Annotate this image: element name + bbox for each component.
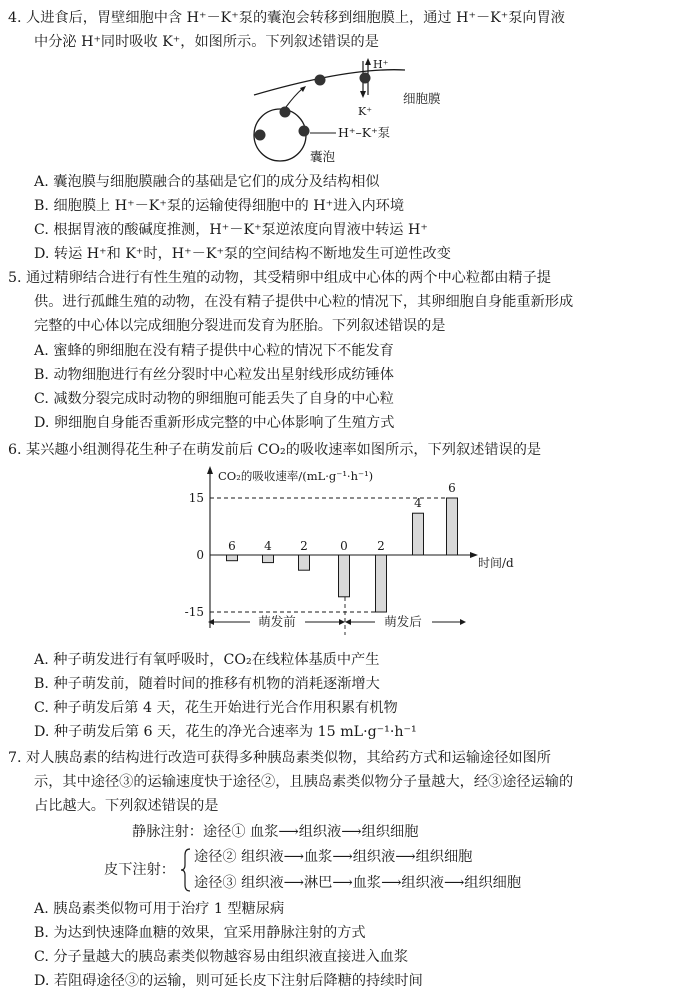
q5-option-c: C. 减数分裂完成时动物的卵细胞可能丢失了自身的中心粒 <box>34 391 394 407</box>
bar-label-6: 6 <box>448 481 456 495</box>
y-axis-label: CO₂的吸收速率/(mL·g⁻¹·h⁻¹) <box>218 469 374 483</box>
phase-arrow-mid-r-head <box>345 619 351 625</box>
q6-option-c: C. 种子萌发后第 4 天，花生开始进行光合作用积累有机物 <box>34 700 398 716</box>
vesicle-pump-dot-2 <box>280 107 291 118</box>
vesicle-move-arrow-head <box>300 86 306 92</box>
phase-label-before: 萌发前 <box>258 614 296 629</box>
q5-option-a: A. 蜜蜂的卵细胞在没有精子提供中心粒的情况下不能发育 <box>34 343 394 359</box>
bar-1 <box>263 555 274 563</box>
vesicle-pump-dot-1 <box>255 130 266 141</box>
bar-2 <box>299 555 310 570</box>
q6-option-b: B. 种子萌发前，随着时间的推移有机物的消耗逐渐增大 <box>34 676 380 692</box>
q7-stem-line-2: 示，其中途径③的运输速度快于途径②，且胰岛素类似物分子量越大，经③途径运输的 <box>34 774 574 790</box>
q5-stem-line-2: 供。进行孤雌生殖的动物，在没有精子提供中心粒的情况下，其卵细胞自身能重新形成 <box>34 294 574 310</box>
q5-stem-line-3: 完整的中心体以完成细胞分裂进而发育为胚胎。下列叙述错误的是 <box>34 318 446 334</box>
q4-option-a: A. 囊泡膜与细胞膜融合的基础是它们的成分及结构相似 <box>34 174 380 190</box>
bar-label-3: 0 <box>340 539 348 553</box>
q6-option-a: A. 种子萌发进行有氧呼吸时，CO₂在线粒体基质中产生 <box>34 652 380 668</box>
q4-stem-line-1: 4. 人进食后，胃壁细胞中含 H⁺－K⁺泵的囊泡会转移到细胞膜上，通过 H⁺－K⁺泵向胃液 <box>8 10 565 26</box>
vesicle-move-arrow <box>286 89 302 107</box>
vesicle-pump-dot-3 <box>299 126 310 137</box>
bar-4 <box>376 555 387 612</box>
k-arrow-head <box>360 91 366 98</box>
q4-stem-line-2: 中分泌 H⁺同时吸收 K⁺，如图所示。下列叙述错误的是 <box>34 34 379 50</box>
bar-0 <box>227 555 238 561</box>
phase-label-after: 萌发后 <box>384 614 422 629</box>
membrane-pump-dot-2 <box>360 73 371 84</box>
bar-label-5: 4 <box>414 496 422 511</box>
vesicle-label: 囊泡 <box>310 149 336 164</box>
membrane-pump-dot <box>315 75 326 86</box>
route-2: 途径② 组织液⟶血浆⟶组织液⟶组织细胞 <box>194 849 473 865</box>
q6-option-d: D. 种子萌发后第 6 天，花生的净光合速率为 15 mL·g⁻¹·h⁻¹ <box>34 724 417 740</box>
route-3: 途径③ 组织液⟶淋巴⟶血浆⟶组织液⟶组织细胞 <box>194 875 522 891</box>
q7-option-d: D. 若阻碍途径③的运输，则可延长皮下注射后降糖的持续时间 <box>34 973 423 989</box>
bar-3 <box>339 555 350 597</box>
y-tick-15: 15 <box>188 491 204 505</box>
q4-option-b: B. 细胞膜上 H⁺－K⁺泵的运输使得细胞中的 H⁺进入内环境 <box>34 198 405 214</box>
co2-absorption-chart <box>180 463 540 643</box>
brace-icon <box>180 847 192 893</box>
q7-option-a: A. 胰岛素类似物可用于治疗 1 型糖尿病 <box>34 901 285 917</box>
bar-label-2: 2 <box>300 539 308 553</box>
membrane-label: 细胞膜 <box>403 91 441 106</box>
q5-option-d: D. 卵细胞自身能否重新形成完整的中心体影响了生殖方式 <box>34 415 395 431</box>
q4-option-d: D. 转运 H⁺和 K⁺时，H⁺－K⁺泵的空间结构不断地发生可逆性改变 <box>34 246 451 262</box>
x-axis-arrow <box>470 552 478 558</box>
k-label: K⁺ <box>358 105 373 118</box>
q6-stem: 6. 某兴趣小组测得花生种子在萌发前后 CO₂的吸收速率如图所示，下列叙述错误的是 <box>8 442 542 458</box>
h-label: H⁺ <box>373 58 389 71</box>
q7-stem-line-3: 占比越大。下列叙述错误的是 <box>34 798 219 814</box>
q7-option-b: B. 为达到快速降血糖的效果，宜采用静脉注射的方式 <box>34 925 366 941</box>
y-axis-arrow <box>207 466 213 474</box>
route-iv: 静脉注射：途径① 血浆⟶组织液⟶组织细胞 <box>132 824 419 840</box>
bar-label-1: 4 <box>264 539 272 553</box>
x-axis-label: 时间/d <box>478 556 514 570</box>
phase-arrow-left-head <box>208 619 214 625</box>
phase-arrow-right-head <box>460 619 466 625</box>
bar-5 <box>413 513 424 555</box>
q5-stem-line-1: 5. 通过精卵结合进行有性生殖的动物，其受精卵中组成中心体的两个中心粒都由精子提 <box>8 270 551 286</box>
y-tick-0: 0 <box>196 548 204 562</box>
bar-label-4: 2 <box>377 539 385 553</box>
q4-figure <box>240 55 480 170</box>
route-sc-prefix: 皮下注射： <box>104 862 175 878</box>
pump-label: H⁺–K⁺泵 <box>338 125 391 140</box>
q7-option-c: C. 分子量越大的胰岛素类似物越容易由组织液直接进入血浆 <box>34 949 409 965</box>
cell-membrane-line <box>254 70 405 95</box>
q5-option-b: B. 动物细胞进行有丝分裂时中心粒发出星射线形成纺锤体 <box>34 367 394 383</box>
phase-arrow-mid-l-head <box>339 619 345 625</box>
bar-6 <box>447 498 458 555</box>
q7-stem-line-1: 7. 对人胰岛素的结构进行改造可获得多种胰岛素类似物，其给药方式和运输途径如图所 <box>8 750 551 766</box>
y-tick-neg15: -15 <box>184 605 204 619</box>
h-arrow-head <box>365 58 371 65</box>
bar-label-0: 6 <box>228 539 236 553</box>
q4-option-c: C. 根据胃液的酸碱度推测，H⁺－K⁺泵逆浓度向胃液中转运 H⁺ <box>34 222 428 238</box>
